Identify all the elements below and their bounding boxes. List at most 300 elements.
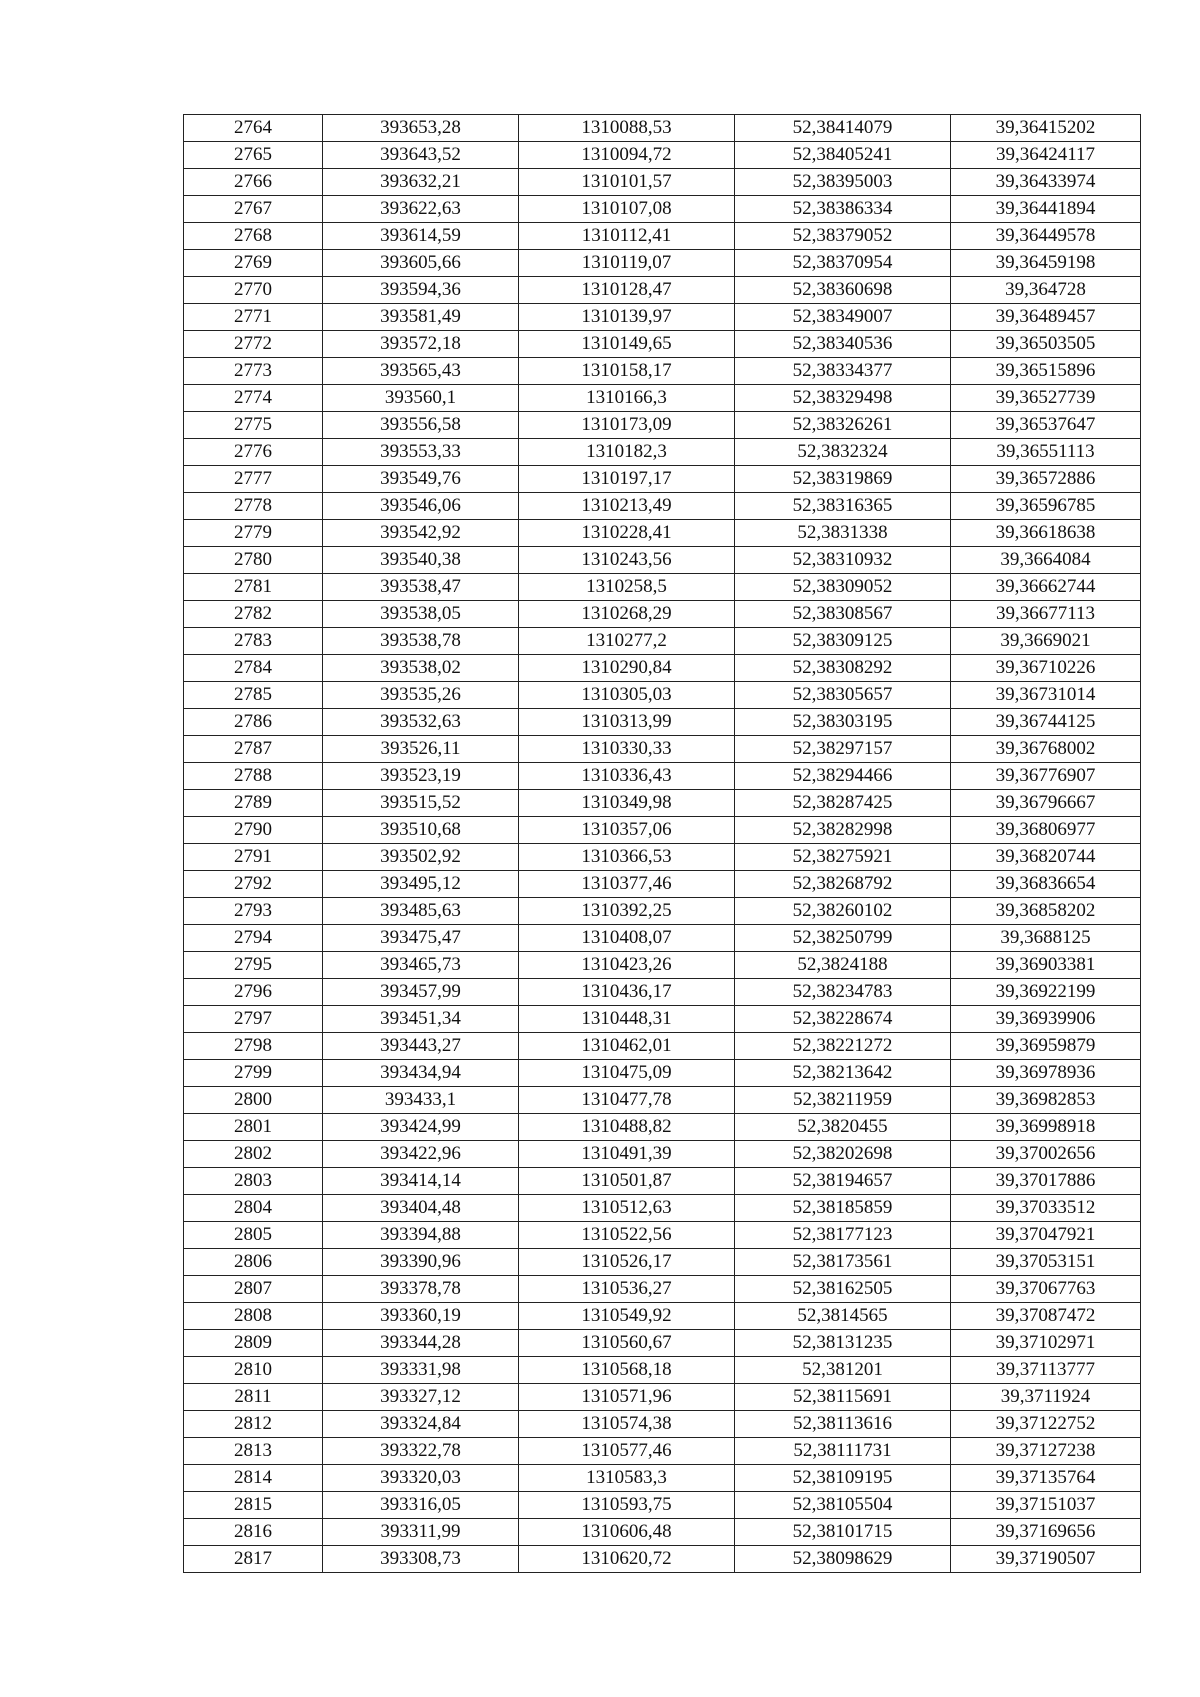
- latitude-cell: 52,381201: [735, 1357, 951, 1384]
- y-coordinate-cell: 1310436,17: [519, 979, 735, 1006]
- y-coordinate-cell: 1310392,25: [519, 898, 735, 925]
- y-coordinate-cell: 1310349,98: [519, 790, 735, 817]
- latitude-cell: 52,38105504: [735, 1492, 951, 1519]
- point-number-cell: 2811: [184, 1384, 323, 1411]
- point-number-cell: 2782: [184, 601, 323, 628]
- point-number-cell: 2808: [184, 1303, 323, 1330]
- point-number-cell: 2796: [184, 979, 323, 1006]
- y-coordinate-cell: 1310149,65: [519, 331, 735, 358]
- y-coordinate-cell: 1310568,18: [519, 1357, 735, 1384]
- point-number-cell: 2803: [184, 1168, 323, 1195]
- longitude-cell: 39,36796667: [951, 790, 1141, 817]
- x-coordinate-cell: 393546,06: [323, 493, 519, 520]
- point-number-cell: 2777: [184, 466, 323, 493]
- y-coordinate-cell: 1310593,75: [519, 1492, 735, 1519]
- latitude-cell: 52,38326261: [735, 412, 951, 439]
- x-coordinate-cell: 393308,73: [323, 1546, 519, 1573]
- y-coordinate-cell: 1310268,29: [519, 601, 735, 628]
- y-coordinate-cell: 1310357,06: [519, 817, 735, 844]
- table-row: [184, 844, 1141, 871]
- point-number-cell: 2810: [184, 1357, 323, 1384]
- table-row: [184, 1114, 1141, 1141]
- point-number-cell: 2764: [184, 115, 323, 142]
- latitude-cell: 52,38414079: [735, 115, 951, 142]
- longitude-cell: 39,36503505: [951, 331, 1141, 358]
- longitude-cell: 39,37087472: [951, 1303, 1141, 1330]
- longitude-cell: 39,36515896: [951, 358, 1141, 385]
- latitude-cell: 52,38386334: [735, 196, 951, 223]
- y-coordinate-cell: 1310197,17: [519, 466, 735, 493]
- longitude-cell: 39,37033512: [951, 1195, 1141, 1222]
- x-coordinate-cell: 393422,96: [323, 1141, 519, 1168]
- longitude-cell: 39,3664084: [951, 547, 1141, 574]
- y-coordinate-cell: 1310173,09: [519, 412, 735, 439]
- y-coordinate-cell: 1310577,46: [519, 1438, 735, 1465]
- y-coordinate-cell: 1310258,5: [519, 574, 735, 601]
- latitude-cell: 52,38221272: [735, 1033, 951, 1060]
- latitude-cell: 52,38115691: [735, 1384, 951, 1411]
- x-coordinate-cell: 393643,52: [323, 142, 519, 169]
- point-number-cell: 2773: [184, 358, 323, 385]
- y-coordinate-cell: 1310583,3: [519, 1465, 735, 1492]
- latitude-cell: 52,38319869: [735, 466, 951, 493]
- table-row: [184, 1438, 1141, 1465]
- y-coordinate-cell: 1310336,43: [519, 763, 735, 790]
- latitude-cell: 52,38275921: [735, 844, 951, 871]
- x-coordinate-cell: 393653,28: [323, 115, 519, 142]
- longitude-cell: 39,36776907: [951, 763, 1141, 790]
- longitude-cell: 39,36618638: [951, 520, 1141, 547]
- longitude-cell: 39,36820744: [951, 844, 1141, 871]
- point-number-cell: 2799: [184, 1060, 323, 1087]
- point-number-cell: 2770: [184, 277, 323, 304]
- point-number-cell: 2798: [184, 1033, 323, 1060]
- longitude-cell: 39,37017886: [951, 1168, 1141, 1195]
- y-coordinate-cell: 1310475,09: [519, 1060, 735, 1087]
- y-coordinate-cell: 1310423,26: [519, 952, 735, 979]
- point-number-cell: 2790: [184, 817, 323, 844]
- point-number-cell: 2817: [184, 1546, 323, 1573]
- y-coordinate-cell: 1310128,47: [519, 277, 735, 304]
- point-number-cell: 2787: [184, 736, 323, 763]
- x-coordinate-cell: 393424,99: [323, 1114, 519, 1141]
- table-row: [184, 358, 1141, 385]
- latitude-cell: 52,38113616: [735, 1411, 951, 1438]
- longitude-cell: 39,37151037: [951, 1492, 1141, 1519]
- y-coordinate-cell: 1310182,3: [519, 439, 735, 466]
- table-row: [184, 439, 1141, 466]
- x-coordinate-cell: 393502,92: [323, 844, 519, 871]
- point-number-cell: 2771: [184, 304, 323, 331]
- longitude-cell: 39,36551113: [951, 439, 1141, 466]
- longitude-cell: 39,36939906: [951, 1006, 1141, 1033]
- x-coordinate-cell: 393538,02: [323, 655, 519, 682]
- latitude-cell: 52,38228674: [735, 1006, 951, 1033]
- table-row: [184, 385, 1141, 412]
- x-coordinate-cell: 393390,96: [323, 1249, 519, 1276]
- x-coordinate-cell: 393542,92: [323, 520, 519, 547]
- latitude-cell: 52,38268792: [735, 871, 951, 898]
- point-number-cell: 2767: [184, 196, 323, 223]
- y-coordinate-cell: 1310107,08: [519, 196, 735, 223]
- x-coordinate-cell: 393526,11: [323, 736, 519, 763]
- point-number-cell: 2785: [184, 682, 323, 709]
- table-row: [184, 979, 1141, 1006]
- x-coordinate-cell: 393404,48: [323, 1195, 519, 1222]
- longitude-cell: 39,36806977: [951, 817, 1141, 844]
- x-coordinate-cell: 393538,05: [323, 601, 519, 628]
- longitude-cell: 39,364728: [951, 277, 1141, 304]
- table-row: [184, 1087, 1141, 1114]
- table-row: [184, 493, 1141, 520]
- latitude-cell: 52,38309125: [735, 628, 951, 655]
- longitude-cell: 39,36959879: [951, 1033, 1141, 1060]
- x-coordinate-cell: 393572,18: [323, 331, 519, 358]
- latitude-cell: 52,38370954: [735, 250, 951, 277]
- table-row: [184, 952, 1141, 979]
- y-coordinate-cell: 1310313,99: [519, 709, 735, 736]
- latitude-cell: 52,38194657: [735, 1168, 951, 1195]
- y-coordinate-cell: 1310330,33: [519, 736, 735, 763]
- table-row: [184, 520, 1141, 547]
- longitude-cell: 39,36415202: [951, 115, 1141, 142]
- x-coordinate-cell: 393360,19: [323, 1303, 519, 1330]
- latitude-cell: 52,38308567: [735, 601, 951, 628]
- x-coordinate-cell: 393457,99: [323, 979, 519, 1006]
- table-row: [184, 1546, 1141, 1573]
- point-number-cell: 2765: [184, 142, 323, 169]
- point-number-cell: 2789: [184, 790, 323, 817]
- y-coordinate-cell: 1310448,31: [519, 1006, 735, 1033]
- y-coordinate-cell: 1310305,03: [519, 682, 735, 709]
- x-coordinate-cell: 393495,12: [323, 871, 519, 898]
- table-row: [184, 1168, 1141, 1195]
- longitude-cell: 39,37190507: [951, 1546, 1141, 1573]
- y-coordinate-cell: 1310574,38: [519, 1411, 735, 1438]
- point-number-cell: 2800: [184, 1087, 323, 1114]
- table-row: [184, 1276, 1141, 1303]
- latitude-cell: 52,38287425: [735, 790, 951, 817]
- longitude-cell: 39,36449578: [951, 223, 1141, 250]
- latitude-cell: 52,38303195: [735, 709, 951, 736]
- latitude-cell: 52,38282998: [735, 817, 951, 844]
- longitude-cell: 39,36922199: [951, 979, 1141, 1006]
- y-coordinate-cell: 1310088,53: [519, 115, 735, 142]
- table-row: [184, 709, 1141, 736]
- longitude-cell: 39,36768002: [951, 736, 1141, 763]
- point-number-cell: 2779: [184, 520, 323, 547]
- table-row: [184, 1033, 1141, 1060]
- x-coordinate-cell: 393451,34: [323, 1006, 519, 1033]
- x-coordinate-cell: 393378,78: [323, 1276, 519, 1303]
- y-coordinate-cell: 1310243,56: [519, 547, 735, 574]
- point-number-cell: 2815: [184, 1492, 323, 1519]
- latitude-cell: 52,38395003: [735, 169, 951, 196]
- table-row: [184, 277, 1141, 304]
- table-row: [184, 736, 1141, 763]
- longitude-cell: 39,3711924: [951, 1384, 1141, 1411]
- x-coordinate-cell: 393344,28: [323, 1330, 519, 1357]
- longitude-cell: 39,36836654: [951, 871, 1141, 898]
- point-number-cell: 2792: [184, 871, 323, 898]
- longitude-cell: 39,37169656: [951, 1519, 1141, 1546]
- y-coordinate-cell: 1310228,41: [519, 520, 735, 547]
- y-coordinate-cell: 1310522,56: [519, 1222, 735, 1249]
- x-coordinate-cell: 393515,52: [323, 790, 519, 817]
- x-coordinate-cell: 393322,78: [323, 1438, 519, 1465]
- point-number-cell: 2806: [184, 1249, 323, 1276]
- latitude-cell: 52,38173561: [735, 1249, 951, 1276]
- table-row: [184, 628, 1141, 655]
- y-coordinate-cell: 1310408,07: [519, 925, 735, 952]
- x-coordinate-cell: 393434,94: [323, 1060, 519, 1087]
- latitude-cell: 52,3820455: [735, 1114, 951, 1141]
- latitude-cell: 52,38334377: [735, 358, 951, 385]
- latitude-cell: 52,3824188: [735, 952, 951, 979]
- y-coordinate-cell: 1310094,72: [519, 142, 735, 169]
- x-coordinate-cell: 393331,98: [323, 1357, 519, 1384]
- y-coordinate-cell: 1310112,41: [519, 223, 735, 250]
- table-row: [184, 682, 1141, 709]
- x-coordinate-cell: 393614,59: [323, 223, 519, 250]
- latitude-cell: 52,38305657: [735, 682, 951, 709]
- latitude-cell: 52,38379052: [735, 223, 951, 250]
- longitude-cell: 39,36982853: [951, 1087, 1141, 1114]
- y-coordinate-cell: 1310571,96: [519, 1384, 735, 1411]
- table-row: [184, 331, 1141, 358]
- y-coordinate-cell: 1310549,92: [519, 1303, 735, 1330]
- table-row: [184, 574, 1141, 601]
- x-coordinate-cell: 393532,63: [323, 709, 519, 736]
- longitude-cell: 39,36433974: [951, 169, 1141, 196]
- table-row: [184, 1141, 1141, 1168]
- point-number-cell: 2805: [184, 1222, 323, 1249]
- longitude-cell: 39,36596785: [951, 493, 1141, 520]
- x-coordinate-cell: 393311,99: [323, 1519, 519, 1546]
- coordinates-table: [183, 114, 1141, 1573]
- table-row: [184, 1330, 1141, 1357]
- y-coordinate-cell: 1310139,97: [519, 304, 735, 331]
- y-coordinate-cell: 1310501,87: [519, 1168, 735, 1195]
- latitude-cell: 52,38260102: [735, 898, 951, 925]
- latitude-cell: 52,38309052: [735, 574, 951, 601]
- latitude-cell: 52,3814565: [735, 1303, 951, 1330]
- table-row: [184, 250, 1141, 277]
- latitude-cell: 52,38349007: [735, 304, 951, 331]
- table-row: [184, 1492, 1141, 1519]
- latitude-cell: 52,38294466: [735, 763, 951, 790]
- point-number-cell: 2772: [184, 331, 323, 358]
- point-number-cell: 2816: [184, 1519, 323, 1546]
- latitude-cell: 52,38202698: [735, 1141, 951, 1168]
- x-coordinate-cell: 393327,12: [323, 1384, 519, 1411]
- x-coordinate-cell: 393540,38: [323, 547, 519, 574]
- x-coordinate-cell: 393594,36: [323, 277, 519, 304]
- point-number-cell: 2791: [184, 844, 323, 871]
- table-row: [184, 1357, 1141, 1384]
- point-number-cell: 2801: [184, 1114, 323, 1141]
- x-coordinate-cell: 393632,21: [323, 169, 519, 196]
- table-row: [184, 871, 1141, 898]
- latitude-cell: 52,38185859: [735, 1195, 951, 1222]
- point-number-cell: 2768: [184, 223, 323, 250]
- x-coordinate-cell: 393538,78: [323, 628, 519, 655]
- x-coordinate-cell: 393485,63: [323, 898, 519, 925]
- y-coordinate-cell: 1310477,78: [519, 1087, 735, 1114]
- x-coordinate-cell: 393523,19: [323, 763, 519, 790]
- point-number-cell: 2797: [184, 1006, 323, 1033]
- latitude-cell: 52,38131235: [735, 1330, 951, 1357]
- y-coordinate-cell: 1310166,3: [519, 385, 735, 412]
- y-coordinate-cell: 1310290,84: [519, 655, 735, 682]
- latitude-cell: 52,38310932: [735, 547, 951, 574]
- longitude-cell: 39,36441894: [951, 196, 1141, 223]
- table-row: [184, 1411, 1141, 1438]
- longitude-cell: 39,37135764: [951, 1465, 1141, 1492]
- table-row: [184, 466, 1141, 493]
- table-row: [184, 1195, 1141, 1222]
- y-coordinate-cell: 1310606,48: [519, 1519, 735, 1546]
- y-coordinate-cell: 1310560,67: [519, 1330, 735, 1357]
- x-coordinate-cell: 393565,43: [323, 358, 519, 385]
- point-number-cell: 2813: [184, 1438, 323, 1465]
- longitude-cell: 39,36677113: [951, 601, 1141, 628]
- latitude-cell: 52,38297157: [735, 736, 951, 763]
- longitude-cell: 39,37113777: [951, 1357, 1141, 1384]
- y-coordinate-cell: 1310620,72: [519, 1546, 735, 1573]
- point-number-cell: 2780: [184, 547, 323, 574]
- longitude-cell: 39,37002656: [951, 1141, 1141, 1168]
- longitude-cell: 39,36527739: [951, 385, 1141, 412]
- longitude-cell: 39,36744125: [951, 709, 1141, 736]
- point-number-cell: 2778: [184, 493, 323, 520]
- table-row: [184, 1006, 1141, 1033]
- y-coordinate-cell: 1310101,57: [519, 169, 735, 196]
- table-row: [184, 1465, 1141, 1492]
- point-number-cell: 2786: [184, 709, 323, 736]
- x-coordinate-cell: 393510,68: [323, 817, 519, 844]
- table-row: [184, 196, 1141, 223]
- latitude-cell: 52,38213642: [735, 1060, 951, 1087]
- y-coordinate-cell: 1310536,27: [519, 1276, 735, 1303]
- longitude-cell: 39,36731014: [951, 682, 1141, 709]
- y-coordinate-cell: 1310462,01: [519, 1033, 735, 1060]
- latitude-cell: 52,38177123: [735, 1222, 951, 1249]
- y-coordinate-cell: 1310366,53: [519, 844, 735, 871]
- x-coordinate-cell: 393549,76: [323, 466, 519, 493]
- table-row: [184, 763, 1141, 790]
- table-row: [184, 1249, 1141, 1276]
- longitude-cell: 39,36459198: [951, 250, 1141, 277]
- latitude-cell: 52,38250799: [735, 925, 951, 952]
- table-row: [184, 1519, 1141, 1546]
- table-row: [184, 142, 1141, 169]
- longitude-cell: 39,36858202: [951, 898, 1141, 925]
- y-coordinate-cell: 1310158,17: [519, 358, 735, 385]
- latitude-cell: 52,38162505: [735, 1276, 951, 1303]
- latitude-cell: 52,3831338: [735, 520, 951, 547]
- latitude-cell: 52,38234783: [735, 979, 951, 1006]
- table-row: [184, 412, 1141, 439]
- y-coordinate-cell: 1310488,82: [519, 1114, 735, 1141]
- table-row: [184, 925, 1141, 952]
- longitude-cell: 39,3669021: [951, 628, 1141, 655]
- table-row: [184, 547, 1141, 574]
- latitude-cell: 52,38405241: [735, 142, 951, 169]
- y-coordinate-cell: 1310512,63: [519, 1195, 735, 1222]
- latitude-cell: 52,3832324: [735, 439, 951, 466]
- latitude-cell: 52,38101715: [735, 1519, 951, 1546]
- x-coordinate-cell: 393581,49: [323, 304, 519, 331]
- longitude-cell: 39,36903381: [951, 952, 1141, 979]
- point-number-cell: 2784: [184, 655, 323, 682]
- point-number-cell: 2781: [184, 574, 323, 601]
- longitude-cell: 39,36998918: [951, 1114, 1141, 1141]
- x-coordinate-cell: 393622,63: [323, 196, 519, 223]
- point-number-cell: 2802: [184, 1141, 323, 1168]
- table-row: [184, 817, 1141, 844]
- point-number-cell: 2788: [184, 763, 323, 790]
- point-number-cell: 2766: [184, 169, 323, 196]
- x-coordinate-cell: 393316,05: [323, 1492, 519, 1519]
- x-coordinate-cell: 393535,26: [323, 682, 519, 709]
- point-number-cell: 2793: [184, 898, 323, 925]
- x-coordinate-cell: 393553,33: [323, 439, 519, 466]
- longitude-cell: 39,37047921: [951, 1222, 1141, 1249]
- x-coordinate-cell: 393414,14: [323, 1168, 519, 1195]
- point-number-cell: 2769: [184, 250, 323, 277]
- point-number-cell: 2776: [184, 439, 323, 466]
- longitude-cell: 39,37102971: [951, 1330, 1141, 1357]
- table-row: [184, 223, 1141, 250]
- longitude-cell: 39,3688125: [951, 925, 1141, 952]
- point-number-cell: 2814: [184, 1465, 323, 1492]
- latitude-cell: 52,38329498: [735, 385, 951, 412]
- y-coordinate-cell: 1310377,46: [519, 871, 735, 898]
- longitude-cell: 39,36489457: [951, 304, 1141, 331]
- x-coordinate-cell: 393475,47: [323, 925, 519, 952]
- x-coordinate-cell: 393605,66: [323, 250, 519, 277]
- table-row: [184, 1384, 1141, 1411]
- latitude-cell: 52,38316365: [735, 493, 951, 520]
- longitude-cell: 39,37127238: [951, 1438, 1141, 1465]
- table-row: [184, 115, 1141, 142]
- point-number-cell: 2783: [184, 628, 323, 655]
- table-row: [184, 655, 1141, 682]
- point-number-cell: 2775: [184, 412, 323, 439]
- x-coordinate-cell: 393443,27: [323, 1033, 519, 1060]
- point-number-cell: 2807: [184, 1276, 323, 1303]
- x-coordinate-cell: 393324,84: [323, 1411, 519, 1438]
- y-coordinate-cell: 1310526,17: [519, 1249, 735, 1276]
- y-coordinate-cell: 1310491,39: [519, 1141, 735, 1168]
- longitude-cell: 39,37053151: [951, 1249, 1141, 1276]
- latitude-cell: 52,38308292: [735, 655, 951, 682]
- y-coordinate-cell: 1310119,07: [519, 250, 735, 277]
- point-number-cell: 2812: [184, 1411, 323, 1438]
- table-row: [184, 790, 1141, 817]
- point-number-cell: 2795: [184, 952, 323, 979]
- latitude-cell: 52,38098629: [735, 1546, 951, 1573]
- x-coordinate-cell: 393538,47: [323, 574, 519, 601]
- x-coordinate-cell: 393556,58: [323, 412, 519, 439]
- longitude-cell: 39,36710226: [951, 655, 1141, 682]
- latitude-cell: 52,38360698: [735, 277, 951, 304]
- longitude-cell: 39,37122752: [951, 1411, 1141, 1438]
- longitude-cell: 39,37067763: [951, 1276, 1141, 1303]
- table-row: [184, 898, 1141, 925]
- x-coordinate-cell: 393320,03: [323, 1465, 519, 1492]
